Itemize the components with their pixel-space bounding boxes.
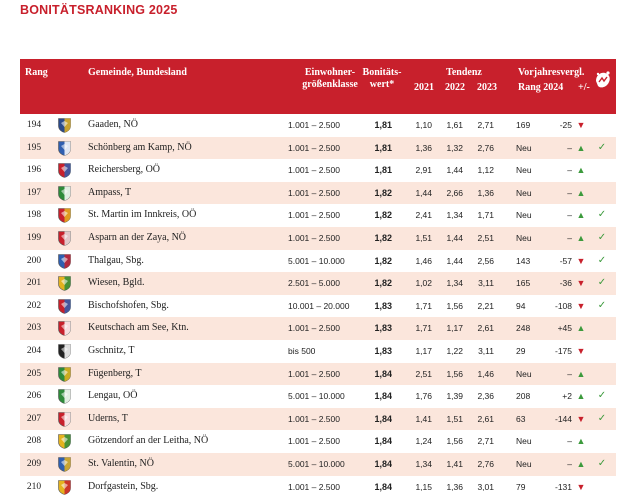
cell-plusminus: -108	[554, 300, 572, 311]
crest-icon	[58, 412, 71, 427]
cell-2022: 1,17	[446, 323, 463, 334]
arrow-up-icon: ▲	[576, 391, 586, 402]
cell-bonitaet: 1,81	[374, 120, 392, 130]
arrow-up-icon: ▲	[576, 232, 586, 243]
header-einwohner-line2: größenklasse	[302, 79, 358, 90]
cell-plusminus: -25	[559, 120, 572, 130]
cell-rang: 205	[26, 368, 42, 379]
cell-rang-2024: 79	[516, 481, 526, 492]
cell-rang-2024: Neu	[516, 165, 532, 176]
check-icon: ✓	[597, 209, 607, 221]
cell-plusminus: +2	[562, 391, 572, 402]
crest-icon	[58, 276, 71, 291]
cell-bonitaet: 1,82	[374, 278, 392, 289]
cell-2023: 2,76	[477, 458, 494, 469]
cell-2023: 1,71	[477, 210, 494, 221]
cell-bonitaet: 1,81	[374, 142, 392, 153]
cell-gemeinde: Schönberg am Kamp, NÖ	[88, 141, 192, 153]
arrow-down-icon: ▼	[576, 481, 586, 492]
cell-einwohner: 5.001 – 10.000	[288, 255, 345, 266]
cell-gemeinde: Gschnitz, T	[88, 344, 135, 356]
header-rang-2024: Rang 2024	[518, 82, 564, 93]
cell-2022: 1,56	[446, 436, 463, 447]
cell-plusminus: –	[567, 165, 572, 176]
cell-bonitaet: 1,84	[374, 413, 392, 424]
cell-2021: 1,46	[415, 255, 432, 266]
arrow-up-icon: ▲	[576, 368, 586, 379]
arrow-up-icon: ▲	[576, 210, 586, 221]
cell-2021: 2,91	[415, 165, 432, 176]
cell-plusminus: +45	[557, 323, 572, 334]
table-row	[20, 453, 616, 476]
table-row	[20, 227, 616, 250]
cell-2023: 2,21	[477, 300, 494, 311]
cell-2022: 1,44	[446, 165, 463, 176]
check-icon	[597, 317, 607, 340]
cell-rang-2024: 143	[516, 255, 531, 266]
cell-2022: 1,41	[446, 458, 463, 469]
cell-rang-2024: Neu	[516, 210, 532, 221]
cell-bonitaet: 1,84	[374, 391, 392, 402]
cell-gemeinde: St. Valentin, NÖ	[88, 457, 154, 469]
cell-einwohner: 1.001 – 2.500	[288, 413, 340, 424]
cell-rang-2024: 63	[516, 413, 526, 424]
cell-einwohner: 1.001 – 2.500	[288, 481, 340, 492]
check-icon	[597, 476, 607, 496]
cell-gemeinde: Götzendorf an der Leitha, NÖ	[88, 435, 209, 447]
cell-bonitaet: 1,82	[374, 187, 392, 198]
cell-plusminus: –	[567, 187, 572, 198]
cell-rang-2024: Neu	[516, 232, 532, 243]
cell-2023: 2,61	[477, 323, 494, 334]
cell-plusminus: –	[567, 232, 572, 243]
table-row	[20, 204, 616, 227]
cell-2022: 2,66	[446, 187, 463, 198]
cell-bonitaet: 1,83	[374, 345, 392, 356]
cell-rang: 208	[26, 436, 42, 447]
check-icon	[597, 363, 607, 386]
cell-2022: 1,22	[446, 345, 463, 356]
cell-plusminus: -144	[554, 413, 572, 424]
header-year-2022: 2022	[445, 82, 465, 93]
arrow-down-icon: ▼	[576, 345, 586, 356]
cell-einwohner: 1.001 – 2.500	[288, 165, 340, 176]
cell-einwohner: 1.001 – 2.500	[288, 187, 340, 198]
cell-einwohner: 2.501 – 5.000	[288, 278, 340, 289]
table-row	[20, 114, 616, 137]
header-year-2023: 2023	[477, 82, 497, 93]
cell-gemeinde: Lengau, OÖ	[88, 390, 138, 402]
cell-gemeinde: Thalgau, Sbg.	[88, 254, 144, 266]
check-icon: ✓	[597, 277, 607, 289]
cell-einwohner: bis 500	[288, 345, 316, 356]
cell-einwohner: 1.001 – 2.500	[288, 142, 340, 153]
check-icon	[597, 182, 607, 205]
cell-plusminus: –	[567, 368, 572, 379]
table-row	[20, 476, 616, 496]
header-plusminus: +/-	[578, 82, 590, 93]
table-row	[20, 408, 616, 431]
cell-2021: 1,44	[415, 187, 432, 198]
cell-2023: 2,71	[477, 436, 494, 447]
check-icon	[597, 430, 607, 453]
cell-bonitaet: 1,84	[374, 436, 392, 447]
cell-einwohner: 10.001 – 20.000	[288, 300, 350, 311]
table-row	[20, 385, 616, 408]
check-icon: ✓	[597, 299, 607, 311]
table-row	[20, 295, 616, 318]
cell-einwohner: 1.001 – 2.500	[288, 232, 340, 243]
cell-rang-2024: Neu	[516, 187, 532, 198]
cell-rang: 206	[26, 391, 42, 402]
cell-bonitaet: 1,83	[374, 323, 392, 334]
cell-bonitaet: 1,82	[374, 232, 392, 243]
cell-einwohner: 5.001 – 10.000	[288, 391, 345, 402]
cell-rang-2024: 248	[516, 323, 531, 334]
cell-gemeinde: Uderns, T	[88, 412, 128, 424]
cell-bonitaet: 1,81	[374, 165, 392, 176]
cell-bonitaet: 1,84	[374, 481, 392, 492]
cell-2023: 3,11	[478, 278, 494, 289]
header-bonitaet-line2: wert*	[369, 79, 395, 90]
cell-2022: 1,56	[446, 300, 463, 311]
cell-2023: 3,11	[478, 345, 494, 356]
cell-plusminus: -36	[559, 278, 572, 289]
cell-gemeinde: Wiesen, Bgld.	[88, 277, 145, 289]
cell-2023: 2,36	[477, 391, 494, 402]
cell-rang: 202	[26, 300, 42, 311]
cell-rang-2024: Neu	[516, 368, 532, 379]
cell-gemeinde: Bischofshofen, Sbg.	[88, 299, 169, 311]
cell-2021: 1,36	[415, 142, 432, 153]
crest-icon	[58, 389, 71, 404]
arrow-up-icon: ▲	[576, 323, 586, 334]
crest-icon	[58, 254, 71, 269]
cell-2023: 1,36	[477, 187, 494, 198]
check-icon: ✓	[597, 254, 607, 266]
cell-2021: 2,41	[415, 210, 432, 221]
cell-2022: 1,34	[446, 278, 463, 289]
table-row	[20, 363, 616, 386]
cell-rang: 196	[26, 165, 42, 176]
cell-rang: 207	[26, 413, 42, 424]
cell-2022: 1,36	[446, 481, 463, 492]
cell-2022: 1,61	[446, 120, 463, 130]
cell-einwohner: 1.001 – 2.500	[288, 323, 340, 334]
crest-icon	[58, 321, 71, 336]
cell-plusminus: -175	[554, 345, 572, 356]
table-row	[20, 430, 616, 453]
cell-2021: 1,15	[415, 481, 432, 492]
arrow-down-icon: ▼	[576, 413, 586, 424]
check-icon: ✓	[597, 141, 607, 153]
table-row	[20, 182, 616, 205]
cell-2022: 1,51	[446, 413, 463, 424]
cell-2022: 1,44	[446, 232, 463, 243]
header-tendenz: Tendenz	[446, 67, 482, 78]
ranking-table-body	[20, 114, 616, 496]
check-icon: ✓	[597, 390, 607, 402]
header-year-2021: 2021	[414, 82, 434, 93]
cell-plusminus: –	[567, 210, 572, 221]
header-bonitaet-line1: Bonitäts-	[362, 67, 402, 78]
cell-rang-2024: Neu	[516, 458, 532, 469]
table-row	[20, 250, 616, 273]
cell-rang-2024: Neu	[516, 436, 532, 447]
cell-rang: 195	[26, 142, 42, 153]
cell-rang: 200	[26, 255, 42, 266]
cell-2021: 1,10	[415, 120, 432, 130]
cell-2022: 1,44	[446, 255, 463, 266]
crest-icon	[58, 367, 71, 382]
table-row	[20, 272, 616, 295]
crest-icon	[58, 163, 71, 178]
cell-plusminus: –	[567, 436, 572, 447]
cell-einwohner: 5.001 – 10.000	[288, 458, 345, 469]
cell-rang: 209	[26, 458, 42, 469]
check-icon	[597, 159, 607, 182]
arrow-up-icon: ▲	[576, 187, 586, 198]
cell-einwohner: 1.001 – 2.500	[288, 210, 340, 221]
cell-bonitaet: 1,84	[374, 458, 392, 469]
cell-2023: 2,71	[477, 120, 494, 130]
arrow-down-icon: ▼	[576, 300, 586, 311]
cell-rang-2024: 165	[516, 278, 531, 289]
cell-rang: 204	[26, 345, 42, 356]
header-vorjahr: Vorjahresvergl.	[518, 67, 585, 78]
crest-icon	[58, 141, 71, 156]
cell-2021: 1,17	[415, 345, 432, 356]
cell-bonitaet: 1,84	[374, 368, 392, 379]
table-row	[20, 137, 616, 160]
cell-plusminus: –	[567, 458, 572, 469]
cell-rang: 203	[26, 323, 42, 334]
cell-rang: 201	[26, 278, 42, 289]
cell-einwohner: 1.001 – 2.500	[288, 120, 340, 130]
cell-gemeinde: Keutschach am See, Ktn.	[88, 322, 189, 334]
table-row	[20, 340, 616, 363]
cell-2023: 2,51	[477, 232, 494, 243]
header-bonitaet	[354, 67, 410, 91]
check-icon: ✓	[597, 231, 607, 243]
cell-2021: 1,71	[415, 300, 432, 311]
arrow-down-icon: ▼	[576, 120, 586, 130]
cell-plusminus: -131	[554, 481, 572, 492]
arrow-up-icon: ▲	[576, 458, 586, 469]
check-icon: ✓	[597, 412, 607, 424]
cell-rang: 197	[26, 187, 42, 198]
cell-2021: 1,02	[415, 278, 432, 289]
crest-icon	[58, 208, 71, 223]
table-row	[20, 317, 616, 340]
cell-2023: 1,46	[477, 368, 494, 379]
cell-gemeinde: Dorfgastein, Sbg.	[88, 480, 159, 492]
arrow-down-icon: ▼	[576, 255, 586, 266]
check-icon	[597, 114, 607, 137]
arrow-up-icon: ▲	[576, 165, 586, 176]
cell-einwohner: 1.001 – 2.500	[288, 436, 340, 447]
header-rang: Rang	[25, 67, 48, 78]
cell-bonitaet: 1,83	[374, 300, 392, 311]
cell-2021: 1,51	[415, 232, 432, 243]
cell-2023: 3,01	[477, 481, 494, 492]
page-title: BONITÄTSRANKING 2025	[20, 3, 178, 17]
cell-rang-2024: 208	[516, 391, 531, 402]
cell-2021: 1,76	[415, 391, 432, 402]
cell-2023: 1,12	[477, 165, 494, 176]
cell-gemeinde: Fügenberg, T	[88, 367, 142, 379]
cell-gemeinde: Asparn an der Zaya, NÖ	[88, 231, 187, 243]
crest-icon	[58, 299, 71, 314]
crest-icon	[58, 118, 71, 133]
cell-rang-2024: 29	[516, 345, 526, 356]
table-header	[20, 59, 616, 114]
cell-2021: 2,51	[415, 368, 432, 379]
cell-rang: 194	[26, 120, 42, 130]
cell-bonitaet: 1,82	[374, 210, 392, 221]
cell-rang: 199	[26, 232, 42, 243]
arrow-up-icon: ▲	[576, 436, 586, 447]
check-icon: ✓	[597, 457, 607, 469]
cell-plusminus: –	[567, 142, 572, 153]
cell-2022: 1,32	[446, 142, 463, 153]
cell-2021: 1,41	[415, 413, 432, 424]
cell-2023: 2,61	[477, 413, 494, 424]
crest-icon	[58, 434, 71, 449]
check-icon	[597, 340, 607, 363]
cell-2022: 1,56	[446, 368, 463, 379]
table-row	[20, 159, 616, 182]
crest-icon	[58, 457, 71, 472]
cell-2021: 1,24	[415, 436, 432, 447]
cell-2023: 2,76	[477, 142, 494, 153]
crest-icon	[58, 344, 71, 359]
crest-icon	[58, 480, 71, 495]
ranking-logo-icon	[593, 69, 613, 91]
cell-2022: 1,34	[446, 210, 463, 221]
crest-icon	[58, 231, 71, 246]
cell-bonitaet: 1,82	[374, 255, 392, 266]
header-einwohner-line1: Einwohner-	[304, 67, 356, 78]
cell-2022: 1,39	[446, 391, 463, 402]
cell-rang-2024: 94	[516, 300, 526, 311]
cell-2021: 1,34	[415, 458, 432, 469]
cell-rang-2024: Neu	[516, 142, 532, 153]
cell-einwohner: 1.001 – 2.500	[288, 368, 340, 379]
cell-gemeinde: Reichersberg, OÖ	[88, 164, 161, 176]
header-gemeinde: Gemeinde, Bundesland	[88, 67, 187, 78]
cell-2023: 2,56	[477, 255, 494, 266]
arrow-down-icon: ▼	[576, 278, 586, 289]
cell-rang: 198	[26, 210, 42, 221]
cell-gemeinde: St. Martin im Innkreis, OÖ	[88, 209, 197, 221]
cell-gemeinde: Ampass, T	[88, 186, 132, 198]
cell-2021: 1,71	[415, 323, 432, 334]
cell-rang-2024: 169	[516, 120, 531, 130]
cell-rang: 210	[26, 481, 42, 492]
crest-icon	[58, 186, 71, 201]
arrow-up-icon: ▲	[576, 142, 586, 153]
cell-gemeinde: Gaaden, NÖ	[88, 119, 138, 130]
cell-plusminus: -57	[559, 255, 572, 266]
